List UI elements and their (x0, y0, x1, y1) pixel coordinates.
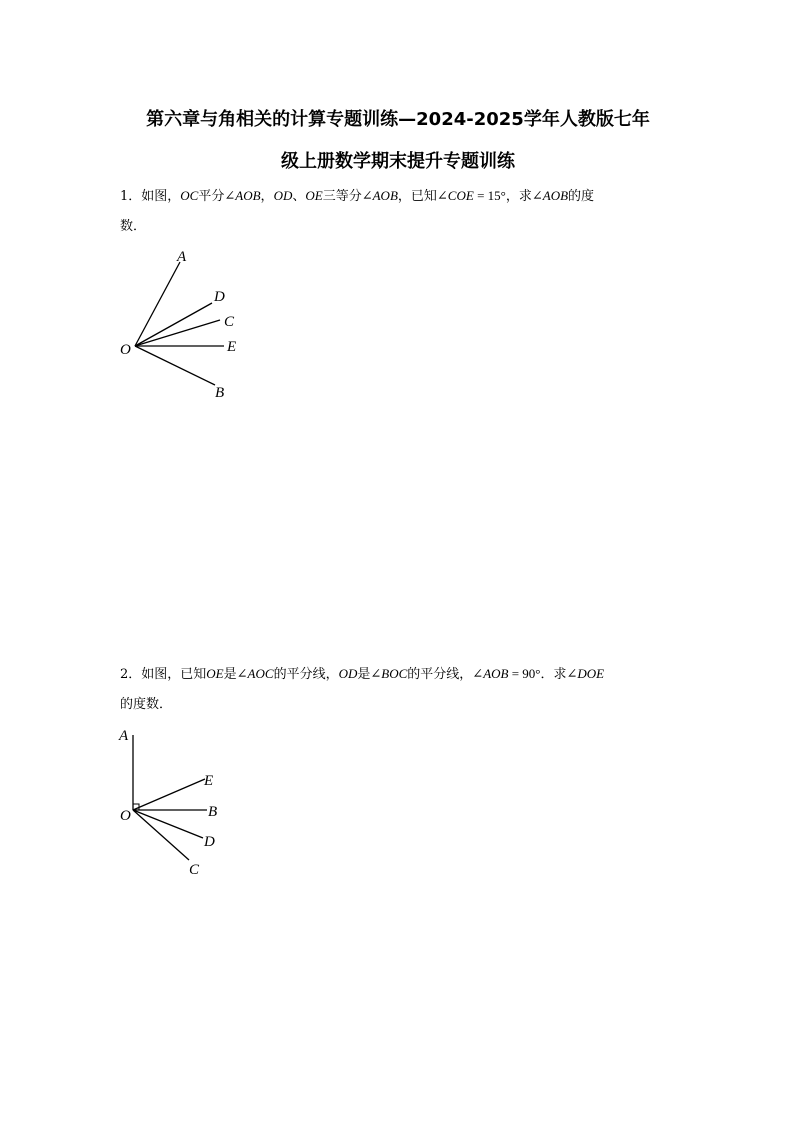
text: 如图，已知 (141, 667, 207, 682)
question-number: 1． (120, 189, 142, 204)
text: 三等分 (322, 189, 362, 204)
math-angle-aob: ∠AOB (361, 188, 398, 203)
label-e: E (204, 773, 214, 789)
math-angle-aob: ∠AOB (531, 188, 569, 203)
text: ，求 (505, 189, 532, 204)
math-angle-doe: ∠DOE (566, 666, 605, 681)
label-b: B (208, 804, 218, 820)
label-b: B (215, 385, 225, 401)
ray-oc (135, 320, 220, 346)
figure-1-rays (135, 262, 224, 385)
label-a: A (177, 249, 187, 265)
ray-ob (135, 346, 215, 385)
text: ．求 (540, 667, 567, 682)
text: 的度 (568, 189, 595, 204)
question-2-text (120, 659, 680, 720)
text: 是 (357, 667, 371, 682)
question-1-figure (110, 240, 270, 410)
math-angle-aoc: ∠AOC (236, 666, 274, 681)
math-value: = 90° (508, 666, 541, 681)
label-e: E (227, 339, 237, 355)
math-angle-boc: ∠BOC (370, 666, 408, 681)
math-oe: OE (206, 666, 224, 681)
math-od: OD (338, 666, 358, 681)
ray-oc (133, 810, 189, 860)
math-oe: OE (305, 188, 323, 203)
math-value: = 15° (473, 188, 506, 203)
text: ，已知 (397, 189, 437, 204)
ray-od (133, 810, 203, 838)
text: 的平分线， (407, 667, 473, 682)
text: 平分 (198, 189, 225, 204)
question-number: 2． (120, 667, 142, 682)
figure-2-rays (133, 735, 207, 860)
math-angle-aob: ∠AOB (472, 666, 509, 681)
label-c: C (224, 314, 235, 330)
page-title-line2: 级上册数学期末提升专题训练 (281, 151, 515, 172)
text: 是 (223, 667, 237, 682)
text: 的度数． (120, 697, 173, 712)
math-angle-coe: ∠COE (436, 188, 474, 203)
math-angle-aob: ∠AOB (224, 188, 261, 203)
text: 如图， (141, 189, 181, 204)
label-a: A (119, 728, 129, 744)
ray-oe (133, 779, 205, 810)
question-2-figure (110, 725, 250, 885)
math-oc: OC (180, 188, 199, 203)
label-c: C (189, 862, 200, 878)
text: 、 (292, 189, 306, 204)
math-od: OD (273, 188, 293, 203)
label-d: D (204, 834, 215, 850)
label-o: O (120, 342, 131, 358)
text: ， (260, 189, 274, 204)
label-o: O (120, 808, 131, 824)
question-1-text (120, 181, 680, 242)
text: 的平分线， (273, 667, 339, 682)
text: 数． (120, 219, 147, 234)
label-d: D (214, 289, 225, 305)
page-title-line1: 第六章与角相关的计算专题训练—2024-2025学年人教版七年 (146, 109, 650, 130)
